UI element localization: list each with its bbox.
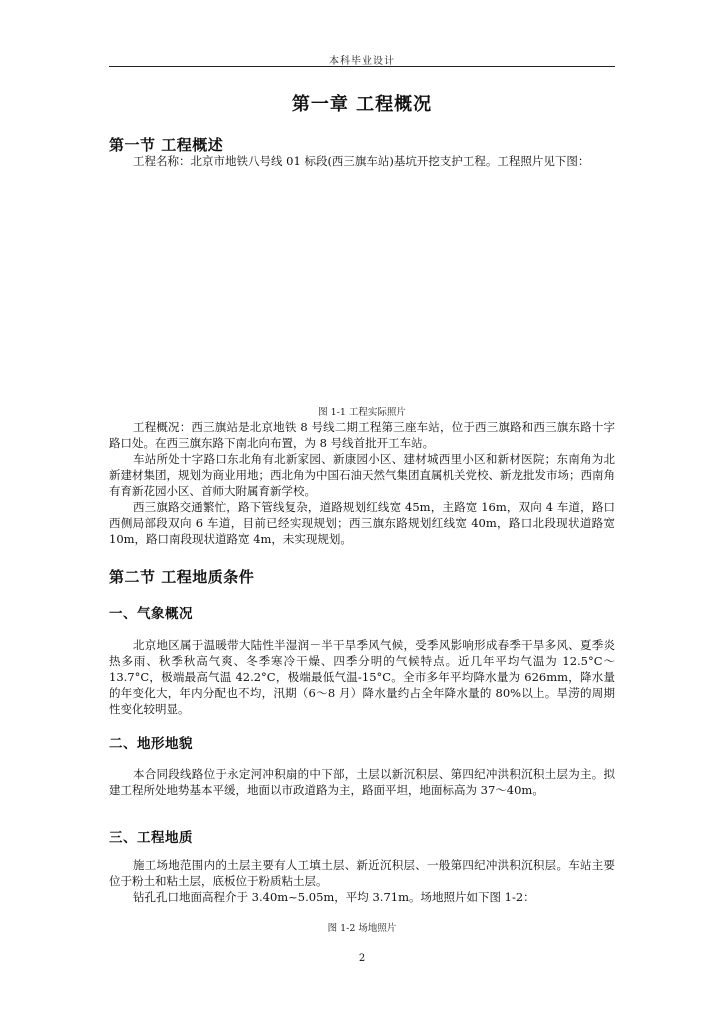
subsection-title-climate: 一、气象概况 xyxy=(109,606,193,622)
subsection-title-engineering-geology: 三、工程地质 xyxy=(109,830,193,846)
traffic-paragraph: 西三旗路交通繁忙，路下管线复杂，道路规划红线宽 45m，主路宽 16m，双向 4 车道，路口西侧局部段双向 6 车道，目前已经实现规划；西三旗东路规划红线宽 40m，路口北段现状道路宽 10m，路口南段现状道路宽 4m，未实现规划。 xyxy=(109,500,615,546)
figure-caption-1-2: 图 1-2 场地照片 xyxy=(327,923,397,934)
section-title-overview: 第一节 工程概述 xyxy=(109,136,224,154)
figure-caption-1-1: 图 1-1 工程实际照片 xyxy=(318,407,406,418)
climate-paragraph: 北京地区属于温暖带大陆性半湿润－半干旱季风气候，受季风影响形成春季干旱多风、夏季炎热多雨、秋季秋高气爽、冬季寒冷干燥、四季分明的气候特点。近几年平均气温为 12.5°C～13.7°C，极端最高气温 42.2°C，极端最低气温-15°C。全市多年平均降水量为 626mm，降水量的年变化大，年内分配也不均，汛期（6～8 月）降水量约占全年降水量的 80%以上。旱涝的周期性变化较明显。 xyxy=(109,638,615,716)
project-photo xyxy=(109,190,615,400)
section-title-geology: 第二节 工程地质条件 xyxy=(109,568,255,586)
project-name-paragraph: 工程名称：北京市地铁八号线 01 标段(西三旗车站)基坑开挖支护工程。工程照片见下图： xyxy=(133,154,590,168)
terrain-paragraph: 本合同段线路位于永定河冲积扇的中下部，土层以新沉积层、第四纪冲洪积沉积土层为主。拟建工程所处地势基本平缓，地面以市政道路为主，路面平坦，地面标高为 37～40m。 xyxy=(109,767,615,797)
page-number: 2 xyxy=(358,953,366,964)
borehole-paragraph: 钻孔孔口地面高程介于 3.40m~5.05m，平均 3.71m。场地照片如下图 1-2： xyxy=(133,890,535,904)
header-title: 本科毕业设计 xyxy=(329,56,395,67)
header-rule xyxy=(109,66,615,67)
surroundings-paragraph: 车站所处十字路口东北角有北新家园、新康园小区、建材城西里小区和新材医院；东南角为北新建材集团，规划为商业用地；西北角为中国石油天然气集团直属机关党校、新龙批发市场；西南角有育新花园小区、首师大附属育新学校。 xyxy=(109,452,615,498)
soil-layers-paragraph: 施工场地范围内的土层主要有人工填土层、新近沉积层、一般第四纪冲洪积沉积层。车站主要位于粉土和粘土层，底板位于粉质粘土层。 xyxy=(109,858,615,888)
subsection-title-terrain: 二、地形地貌 xyxy=(109,736,193,752)
chapter-title: 第一章 工程概况 xyxy=(291,94,433,115)
overview-paragraph: 工程概况：西三旗站是北京地铁 8 号线二期工程第三座车站，位于西三旗路和西三旗东路十字路口处。在西三旗东路下南北向布置，为 8 号线首批开工车站。 xyxy=(109,420,615,450)
